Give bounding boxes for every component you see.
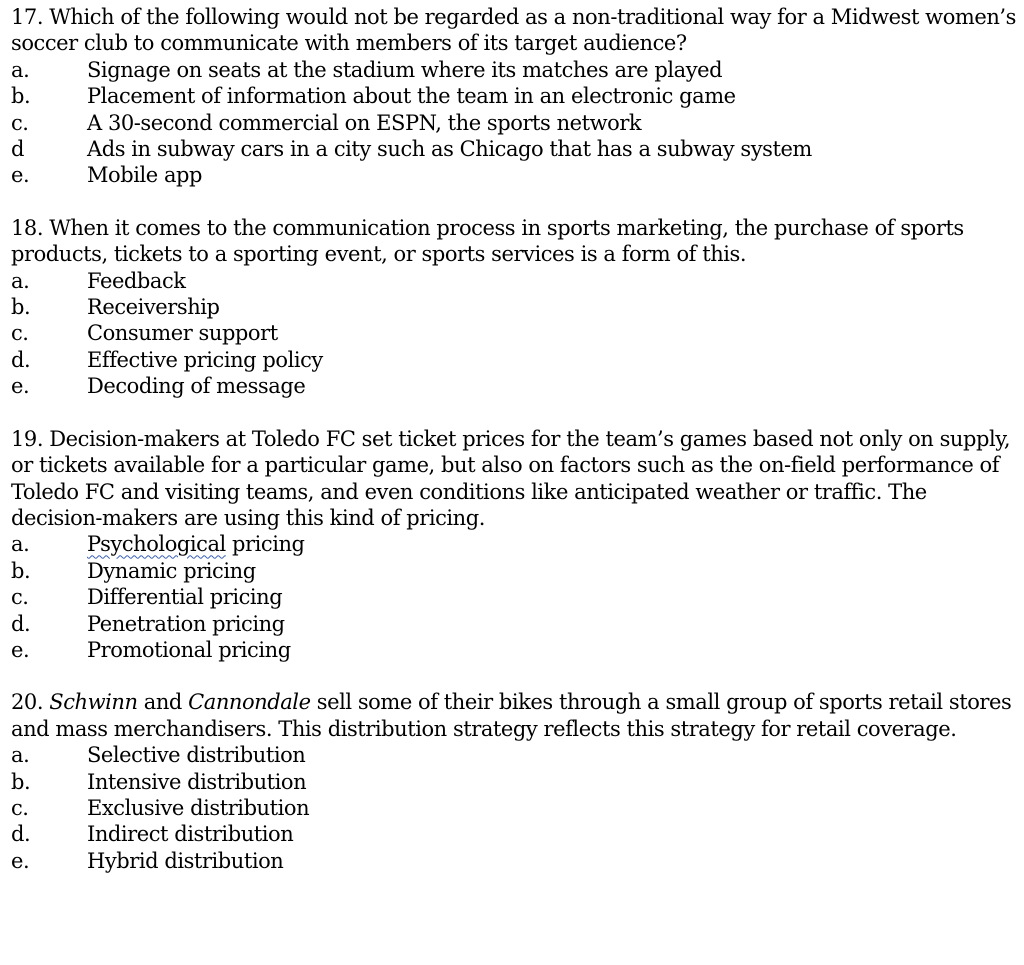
option-b	[11, 769, 1016, 795]
option-c	[11, 795, 1016, 821]
option-letter: d.	[11, 822, 31, 847]
question-stem: 19. Decision-makers at Toledo FC set ticket prices for the team’s games based not only on supply, or tickets available for a particular game, but also on factors such as the on-field performance of Toledo FC and visiting teams, and even conditions like anticipated weather or traffic. The decision-makers are using this kind of pricing.	[11, 426, 1011, 530]
option-list	[11, 57, 1016, 189]
spellcheck-underlined-word[interactable]: Psychological	[87, 532, 226, 557]
option-letter: e.	[11, 374, 30, 399]
option-text: Indirect distribution	[87, 822, 294, 847]
question-stem: 18. When it comes to the communication process in sports marketing, the purchase of sports products, tickets to a sporting event, or sports services is a form of this.	[11, 215, 964, 267]
option-b	[11, 294, 1016, 320]
option-text: Placement of information about the team in an electronic game	[87, 84, 736, 109]
brand-cannondale: Cannondale	[188, 690, 311, 715]
option-text: Dynamic pricing	[87, 558, 256, 583]
question-stem: 17. Which of the following would not be regarded as a non-traditional way for a Midwest women’s soccer club to communicate with members of its target audience?	[11, 5, 1016, 56]
option-letter: e.	[11, 637, 30, 662]
option-e	[11, 373, 1016, 399]
option-text: Signage on seats at the stadium where its matches are played	[87, 57, 723, 82]
option-text: Selective distribution	[87, 743, 306, 768]
option-letter: c.	[11, 585, 29, 610]
option-d	[11, 821, 1016, 847]
option-letter: d	[11, 137, 24, 162]
option-b	[11, 558, 1016, 584]
option-letter: c.	[11, 110, 29, 135]
option-letter: a.	[11, 268, 30, 293]
question-17	[11, 4, 1016, 189]
option-letter: d.	[11, 611, 31, 636]
question-19	[11, 426, 1016, 664]
option-b	[11, 83, 1016, 109]
option-text: Exclusive distribution	[87, 795, 310, 820]
option-text: Effective pricing policy	[87, 347, 323, 372]
stem-prefix: 20.	[11, 690, 50, 715]
option-letter: b.	[11, 84, 31, 109]
option-e	[11, 162, 1016, 188]
document-page	[11, 4, 1016, 900]
option-text: Penetration pricing	[87, 611, 285, 636]
option-text: Intensive distribution	[87, 769, 307, 794]
option-text: Receivership	[87, 295, 220, 320]
option-text: Differential pricing	[87, 585, 283, 610]
question-20	[11, 689, 1016, 874]
option-letter: c.	[11, 321, 29, 346]
option-text: Feedback	[87, 268, 186, 293]
question-18	[11, 215, 1016, 400]
option-letter: a.	[11, 743, 30, 768]
option-list	[11, 742, 1016, 874]
option-text	[87, 531, 1016, 557]
option-e	[11, 637, 1016, 663]
option-text: Consumer support	[87, 321, 278, 346]
option-e	[11, 848, 1016, 874]
option-text-rest: pricing	[225, 532, 305, 557]
option-c	[11, 584, 1016, 610]
option-letter: c.	[11, 795, 29, 820]
option-letter: a.	[11, 532, 30, 557]
option-d	[11, 347, 1016, 373]
option-d	[11, 611, 1016, 637]
option-text: Mobile app	[87, 163, 203, 188]
option-a	[11, 268, 1016, 294]
option-c	[11, 110, 1016, 136]
stem-mid: and	[137, 690, 189, 715]
question-stem	[11, 689, 1016, 742]
option-list	[11, 268, 1016, 400]
option-text: Ads in subway cars in a city such as Chicago that has a subway system	[87, 137, 812, 162]
option-letter: b.	[11, 769, 31, 794]
option-text: Hybrid distribution	[87, 848, 284, 873]
option-letter: d.	[11, 347, 31, 372]
option-a	[11, 742, 1016, 768]
option-letter: b.	[11, 295, 31, 320]
option-text: A 30-second commercial on ESPN, the sports network	[87, 110, 642, 135]
option-list	[11, 531, 1016, 663]
option-d	[11, 136, 1016, 162]
option-letter: a.	[11, 57, 30, 82]
option-a	[11, 531, 1016, 557]
option-text: Decoding of message	[87, 374, 306, 399]
option-letter: b.	[11, 558, 31, 583]
option-letter: e.	[11, 163, 30, 188]
option-text: Promotional pricing	[87, 637, 291, 662]
option-c	[11, 320, 1016, 346]
brand-schwinn: Schwinn	[49, 690, 138, 715]
option-letter: e.	[11, 848, 30, 873]
option-a	[11, 57, 1016, 83]
stem-suffix: sell some of their bikes through a small group of sports retail stores and mass merchandisers. This distribution strategy reflects this strategy for retail coverage.	[11, 690, 1012, 741]
